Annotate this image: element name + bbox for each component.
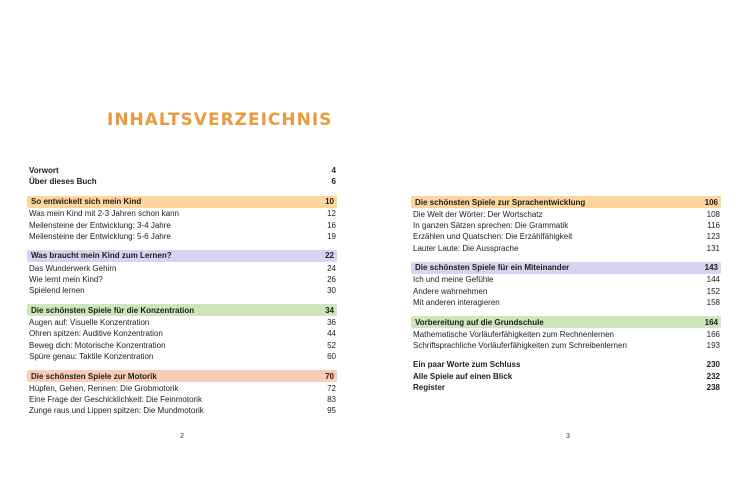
toc-entry[interactable]: Spüre genau: Taktile Konzentration 60 bbox=[29, 351, 336, 361]
toc-entry[interactable]: Mathematische Vorläuferfähigkeiten zum Rechnenlernen 166 bbox=[413, 329, 720, 339]
toc-entry[interactable]: Wie lernt mein Kind? 26 bbox=[29, 274, 336, 284]
toc-entry[interactable]: In ganzen Sätzen sprechen: Die Grammatik 116 bbox=[413, 220, 720, 230]
toc-entry[interactable]: Augen auf: Visuelle Konzentration 36 bbox=[29, 318, 336, 328]
toc-entry[interactable]: Ohren spitzen: Auditive Konzentration 44 bbox=[29, 329, 336, 339]
section-header-motorik[interactable]: Die schönsten Spiele zur Motorik 70 bbox=[29, 370, 336, 382]
toc-right bbox=[413, 196, 720, 393]
toc-entry[interactable]: Die Welt der Wörter: Der Wortschatz 108 bbox=[413, 209, 720, 219]
toc-left bbox=[29, 165, 336, 416]
section-header-entwicklung[interactable]: So entwickelt sich mein Kind 10 bbox=[29, 196, 336, 208]
toc-entry[interactable]: Das Wunderwerk Gehirn 24 bbox=[29, 263, 336, 273]
section-header-lernen[interactable]: Was braucht mein Kind zum Lernen? 22 bbox=[29, 250, 336, 262]
toc-entry[interactable]: Zunge raus und Lippen spitzen: Die Mundmotorik 95 bbox=[29, 406, 336, 416]
toc-entry[interactable]: Eine Frage der Geschicklichkeit: Die Feinmotorik 83 bbox=[29, 395, 336, 404]
toc-title: INHALTSVERZEICHNIS bbox=[107, 110, 333, 130]
section-header-konzentration[interactable]: Die schönsten Spiele für die Konzentration 34 bbox=[29, 304, 336, 316]
toc-entry-alle-spiele[interactable]: Alle Spiele auf einen Blick 232 bbox=[413, 371, 720, 381]
toc-entry[interactable]: Mit anderen interagieren 158 bbox=[413, 297, 720, 307]
toc-entry-vorwort[interactable]: Vorwort 4 bbox=[29, 166, 336, 176]
page-number-right: 3 bbox=[566, 433, 570, 440]
section-header-sprache[interactable]: Die schönsten Spiele zur Sprachentwicklung 106 bbox=[413, 196, 720, 208]
toc-entry[interactable]: Schriftsprachliche Vorläuferfähigkeiten zum Schreibenlernen 193 bbox=[413, 341, 720, 351]
toc-entry[interactable]: Erzählen und Quatschen: Die Erzählfähigkeit 123 bbox=[413, 232, 720, 242]
toc-entry[interactable]: Andere wahrnehmen 152 bbox=[413, 286, 720, 296]
right-page bbox=[375, 0, 750, 487]
toc-entry[interactable]: Spielend lernen 30 bbox=[29, 286, 336, 296]
toc-entry[interactable]: Beweg dich: Motorische Konzentration 52 bbox=[29, 340, 336, 350]
toc-entry[interactable]: Was mein Kind mit 2-3 Jahren schon kann 12 bbox=[29, 209, 336, 219]
toc-entry[interactable]: Hüpfen, Gehen, Rennen: Die Grobmotorik 72 bbox=[29, 383, 336, 393]
toc-entry[interactable]: Ich und meine Gefühle 144 bbox=[413, 275, 720, 285]
section-header-grundschule[interactable]: Vorbereitung auf die Grundschule 164 bbox=[413, 316, 720, 328]
toc-entry[interactable]: Meilensteine der Entwicklung: 3-4 Jahre 16 bbox=[29, 220, 336, 230]
toc-entry[interactable]: Lauter Laute: Die Aussprache 131 bbox=[413, 243, 720, 253]
toc-entry-register[interactable]: Register 238 bbox=[413, 382, 720, 392]
page-number-left: 2 bbox=[180, 433, 184, 440]
section-header-miteinander[interactable]: Die schönsten Spiele für ein Miteinander 143 bbox=[413, 262, 720, 274]
toc-entry-schluss[interactable]: Ein paar Worte zum Schluss 230 bbox=[413, 360, 720, 370]
toc-entry[interactable]: Meilensteine der Entwicklung: 5-6 Jahre 19 bbox=[29, 231, 336, 241]
toc-entry-ueber-dieses-buch[interactable]: Über dieses Buch 6 bbox=[29, 177, 336, 187]
